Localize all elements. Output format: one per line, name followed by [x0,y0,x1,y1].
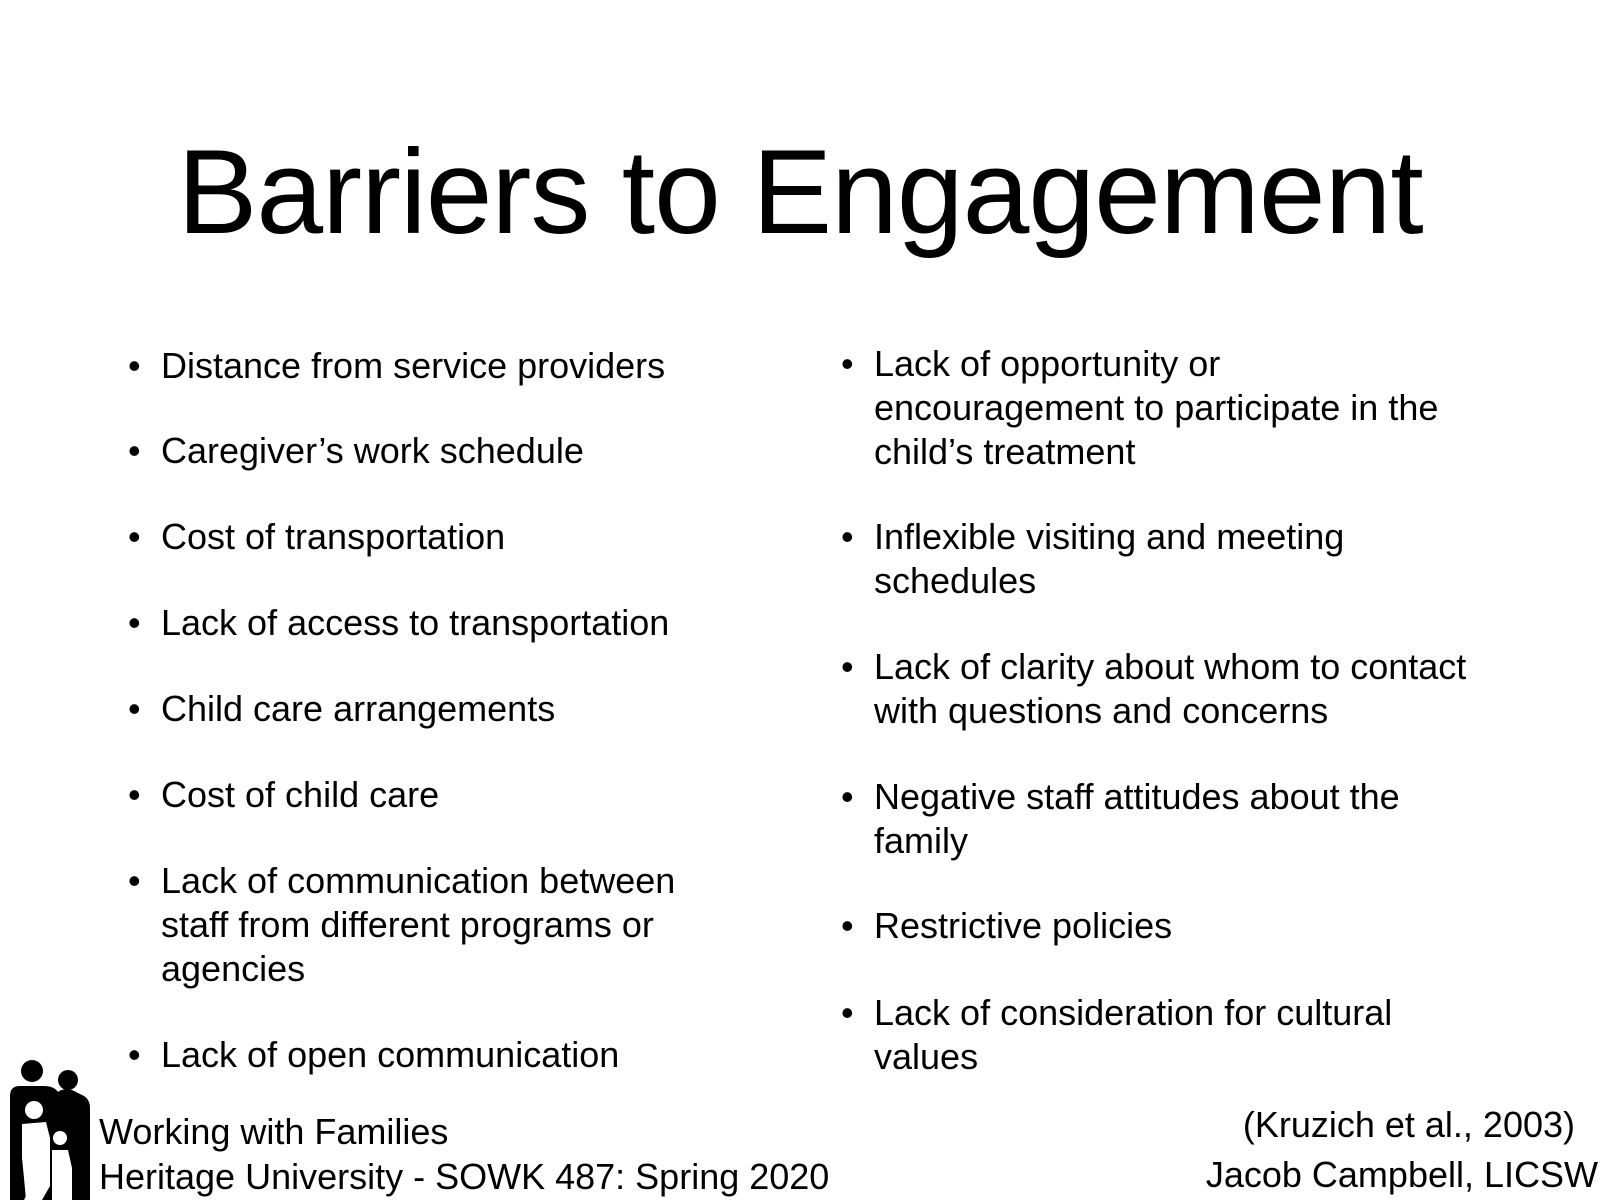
list-item [128,429,721,473]
list-item [128,773,721,817]
list-item [841,342,1474,474]
item-text: Inflexible visiting and meeting schedules [874,516,1345,601]
item-text: Lack of consideration for cultural values [874,992,1393,1077]
item-text: Distance from service providers [161,345,666,386]
item-text: Lack of opportunity or encouragement to participate in the child’s treatment [874,343,1439,472]
bullet: • [128,860,141,901]
list-item [841,645,1514,733]
item-text: Cost of transportation [161,516,506,557]
bullet: • [841,992,854,1033]
list-item [128,601,721,645]
list-item [841,991,1434,1079]
item-text: Lack of clarity about whom to contact with questions and concerns [874,646,1467,731]
item-text: Child care arrangements [161,688,556,729]
item-text: Lack of open communication [161,1034,620,1075]
bullet: • [128,516,141,557]
item-text: Cost of child care [161,774,440,815]
list-item [841,904,1514,948]
bullet: • [128,602,141,643]
list-item [128,515,721,559]
bullet: • [128,430,141,471]
list-item [128,687,721,731]
bullet: • [128,688,141,729]
list-item [128,344,721,388]
bullet: • [841,516,854,557]
item-text: Lack of access to transportation [161,602,670,643]
footer-course: Working with Families [99,1111,449,1152]
footer-citation: (Kruzich et al., 2003) [1242,1104,1575,1145]
item-text: Lack of communication between staff from different programs or agencies [161,860,676,989]
item-text: Restrictive policies [874,905,1173,946]
bullet: • [841,646,854,687]
footer-institution: Heritage University - SOWK 487: Spring 2020 [99,1156,830,1197]
slide-title: Barriers to Engagement [177,125,1423,259]
footer-author: Jacob Campbell, LICSW [1205,1154,1598,1195]
item-text: Caregiver’s work schedule [161,430,584,471]
list-item [128,1033,721,1077]
list-item [128,859,701,991]
list-item [841,775,1434,863]
bullet: • [841,343,854,384]
bullet: • [841,776,854,817]
bullet: • [128,1034,141,1075]
bullet: • [128,345,141,386]
family-logo-icon [2,1058,92,1200]
bullet: • [841,905,854,946]
list-item [841,515,1394,603]
item-text: Negative staff attitudes about the family [874,776,1400,861]
bullet: • [128,774,141,815]
